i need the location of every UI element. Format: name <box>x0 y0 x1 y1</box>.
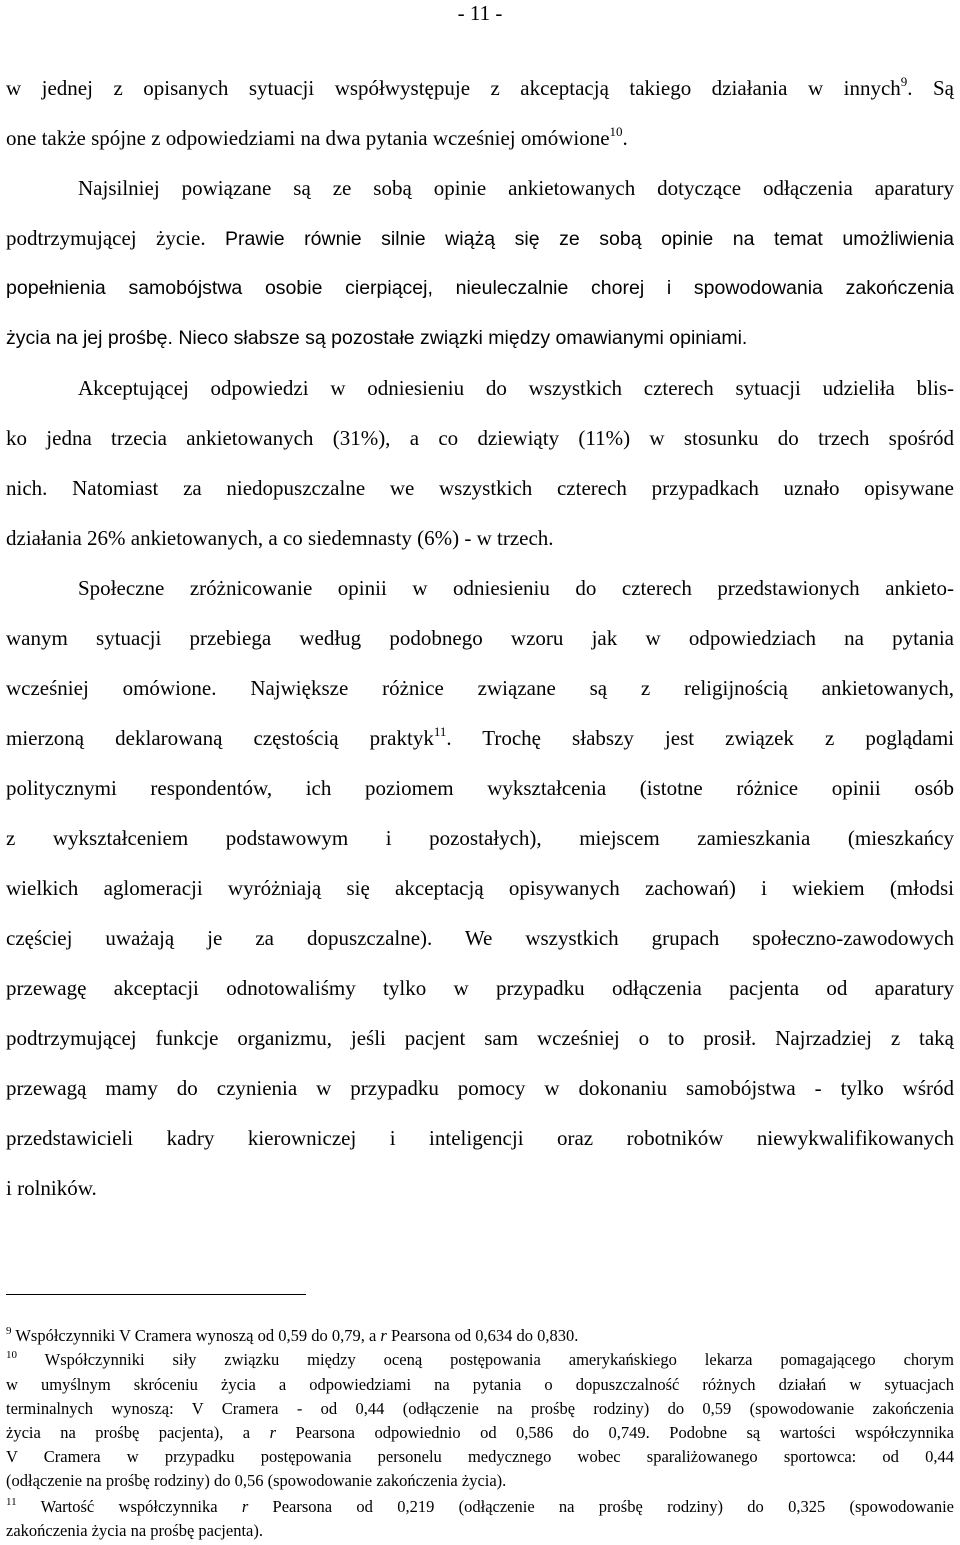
paragraph-line: z wykształceniem podstawowym i pozostałych), miejscem zamieszkania (mieszkańcy <box>6 826 954 850</box>
paragraph-line: życia na jej prośbę. Nieco słabsze są pozostałe związki między omawianymi opiniami. <box>6 327 748 349</box>
footnote-11: $^{11}$ Wartość współczynnika r Pearsona od 0,219 (odłączenie na prośbę rodziny) do 0,325 (spowodowanie <box>6 1495 954 1516</box>
footnote-9: $^9$ Współczynniki V Cramera wynoszą od 0,59 do 0,79, a r Pearsona od 0,634 do 0,830. <box>6 1324 579 1345</box>
paragraph-line: Najsilniej powiązane są ze sobą opinie ankietowanych dotyczące odłączenia aparatury <box>78 176 954 200</box>
paragraph-line: przewagą mamy do czynienia w przypadku pomocy w dokonaniu samobójstwa - tylko wśród <box>6 1076 954 1100</box>
paragraph-line: działania 26% ankietowanych, a co siedemnasty (6%) - w trzech. <box>6 526 554 550</box>
paragraph-line: popełnienia samobójstwa osobie cierpiącej, nieuleczalnie chorej i spowodowania zakończenia <box>6 277 954 299</box>
paragraph-line: w jednej z opisanych sytuacji współwystępuje z akceptacją takiego działania w innych$^9$. Są <box>6 74 955 100</box>
footnote-line: zakończenia życia na prośbę pacjenta). <box>6 1521 263 1540</box>
footnote-line: życia na prośbę pacjenta), a r Pearsona odpowiednio od 0,586 do 0,749. Podobne są wartości współczynnika <box>6 1423 954 1442</box>
paragraph-line: Akceptującej odpowiedzi w odniesieniu do wszystkich czterech sytuacji udzieliła blis- <box>78 376 954 400</box>
footnote-line: terminalnych wynoszą: V Cramera - od 0,44 (odłączenie na prośbę rodziny) do 0,59 (spowodowanie zakończenia <box>6 1399 954 1418</box>
paragraph-line: podtrzymującej życie. Prawie równie silnie wiążą się ze sobą opinie na temat umożliwienia <box>6 226 954 250</box>
footnote-10: $^{10}$ Współczynniki siły związku między oceną postępowania amerykańskiego lekarza pomagającego chorym <box>6 1348 954 1369</box>
footnote-separator <box>6 1294 306 1295</box>
paragraph-line: ko jedna trzecia ankietowanych (31%), a co dziewiąty (11%) w stosunku do trzech spośród <box>6 426 954 450</box>
footnote-line: V Cramera w przypadku postępowania personelu medycznego wobec sparaliżowanego sportowca: od 0,44 <box>6 1447 954 1466</box>
paragraph-line: podtrzymującej funkcje organizmu, jeśli pacjent sam wcześniej o to prosił. Najrzadziej z taką <box>6 1026 954 1050</box>
paragraph-line: wanym sytuacji przebiega według podobnego wzoru jak w odpowiedziach na pytania <box>6 626 954 650</box>
paragraph-line: nich. Natomiast za niedopuszczalne we wszystkich czterech przypadkach uznało opisywane <box>6 476 954 500</box>
paragraph-line: Społeczne zróżnicowanie opinii w odniesieniu do czterech przedstawionych ankieto- <box>78 576 954 600</box>
paragraph-line: wielkich aglomeracji wyróżniają się akceptacją opisywanych zachowań) i wiekiem (młodsi <box>6 876 954 900</box>
footnote-ref-10: 10 <box>609 124 623 139</box>
footnote-line: w umyślnym skróceniu życia a odpowiedziami na pytania o dopuszczalność różnych działań w sytuacjach <box>6 1375 954 1394</box>
paragraph-line: częściej uważają je za dopuszczalne). We wszystkich grupach społeczno-zawodowych <box>6 926 954 950</box>
paragraph-line: mierzoną deklarowaną częstością praktyk$^{11}$. Trochę słabszy jest związek z poglądami <box>6 724 954 750</box>
paragraph-line: wcześniej omówione. Największe różnice związane są z religijnością ankietowanych, <box>6 676 954 700</box>
footnote-ref-11: 11 <box>433 724 447 739</box>
paragraph-line: i rolników. <box>6 1176 97 1200</box>
paragraph-line: przedstawicieli kadry kierowniczej i inteligencji oraz robotników niewykwalifikowanych <box>6 1126 954 1150</box>
paragraph-line: one także spójne z odpowiedziami na dwa pytania wcześniej omówione$^{10}$. <box>6 124 628 150</box>
paragraph-line: przewagę akceptacji odnotowaliśmy tylko w przypadku odłączenia pacjenta od aparatury <box>6 976 954 1000</box>
page-number: - 11 - <box>457 1 503 25</box>
footnote-ref-9: 9 <box>900 74 908 89</box>
paragraph-line: politycznymi respondentów, ich poziomem wykształcenia (istotne różnice opinii osób <box>6 776 954 800</box>
footnote-line: (odłączenie na prośbę rodziny) do 0,56 (spowodowanie zakończenia życia). <box>6 1471 507 1490</box>
